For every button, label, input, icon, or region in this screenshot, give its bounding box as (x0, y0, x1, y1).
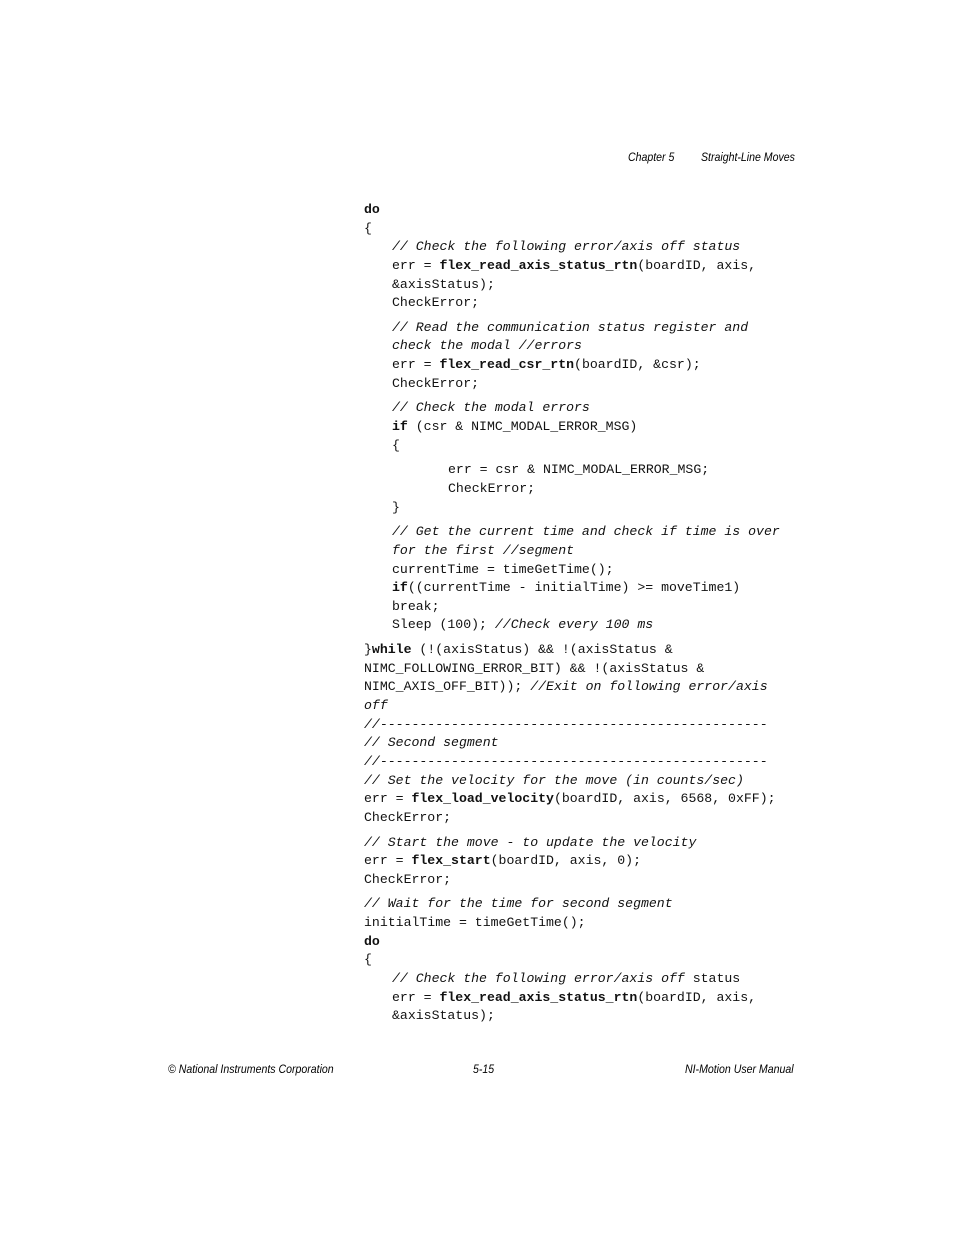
code-line (364, 660, 804, 679)
code-line (364, 319, 804, 338)
footer-manual-title: NI-Motion User Manual (685, 1062, 794, 1076)
code-text: initialTime = timeGetTime(); (364, 915, 586, 931)
code-keyword: flex_read_csr_rtn (439, 357, 575, 373)
code-line (364, 375, 804, 394)
code-text: CheckError; (392, 375, 480, 391)
code-comment: check the modal //errors (392, 338, 582, 354)
code-keyword: do (364, 202, 380, 217)
code-line (364, 579, 804, 598)
code-text: err = (392, 989, 440, 1005)
code-line (364, 734, 804, 753)
code-line (364, 951, 804, 970)
code-comment: off (364, 698, 388, 714)
code-text: (boardID, axis, 6568, 0xFF); (553, 791, 776, 807)
code-text: { (392, 437, 400, 453)
code-line (364, 1007, 804, 1026)
code-keyword: flex_read_axis_status_rtn (439, 989, 638, 1005)
code-line (364, 716, 804, 735)
code-line (364, 399, 804, 418)
code-line (364, 970, 804, 989)
code-text: CheckError; (364, 871, 452, 887)
footer-copyright: © National Instruments Corporation (168, 1062, 334, 1076)
code-text: Sleep (100); (392, 617, 495, 633)
code-keyword: if (392, 419, 408, 435)
code-line (364, 772, 804, 791)
code-text: (boardID, &csr); (574, 357, 701, 373)
code-line (364, 418, 804, 437)
code-line (364, 220, 804, 239)
code-keyword: flex_read_axis_status_rtn (439, 257, 638, 273)
code-line (364, 480, 804, 499)
code-keyword: if (392, 580, 408, 596)
code-line (364, 914, 804, 933)
code-keyword: flex_load_velocity (411, 791, 554, 807)
code-text: err = (364, 791, 412, 807)
code-text: &axisStatus); (392, 276, 495, 292)
code-comment: // Start the move - to update the velocity (364, 834, 697, 850)
code-comment: //------------------------------------------------- (364, 753, 768, 769)
code-line (364, 257, 804, 276)
code-comment: // Second segment (364, 735, 499, 751)
code-comment: // Check the modal errors (392, 400, 590, 416)
code-line (364, 753, 804, 772)
code-comment: // Check the following error/axis off status (392, 239, 741, 255)
code-line (364, 809, 804, 828)
code-text: err = (364, 853, 412, 869)
code-line (364, 895, 804, 914)
code-text: { (364, 220, 372, 236)
code-line (364, 561, 804, 580)
code-line (364, 678, 804, 697)
code-comment: //Check every 100 ms (494, 617, 654, 633)
code-text: err = (392, 357, 440, 373)
code-text: &axisStatus); (392, 1008, 495, 1024)
code-line (364, 276, 804, 295)
code-text: CheckError; (392, 295, 480, 311)
code-comment: // Get the current time and check if time is over (392, 524, 780, 540)
code-text: NIMC_AXIS_OFF_BIT)); (364, 679, 531, 695)
code-text: CheckError; (364, 809, 452, 825)
code-line (364, 790, 804, 809)
code-line (364, 499, 804, 518)
code-text: (csr & NIMC_MODAL_ERROR_MSG) (407, 419, 638, 435)
code-text: currentTime = timeGetTime(); (392, 561, 614, 577)
code-text: err = (392, 257, 440, 273)
footer-page-number: 5-15 (473, 1062, 495, 1076)
code-comment: // Check the following error/axis off (392, 970, 693, 986)
code-line (364, 641, 804, 660)
code-line (364, 933, 804, 952)
code-text: NIMC_FOLLOWING_ERROR_BIT) && !(axisStatus & (364, 660, 705, 676)
code-listing (364, 201, 804, 1026)
header-section-title: Straight-Line Moves (701, 150, 795, 164)
code-line (364, 542, 804, 561)
code-text: (boardID, axis, (637, 989, 757, 1005)
code-text: (!(axisStatus) && !(axisStatus & (411, 642, 673, 658)
code-comment: for the first //segment (392, 542, 575, 558)
code-keyword: do (364, 933, 380, 949)
code-line (364, 437, 804, 456)
header-chapter: Chapter 5 (628, 150, 675, 164)
code-line (364, 238, 804, 257)
code-comment: // Set the velocity for the move (in counts/sec) (364, 772, 744, 788)
code-keyword: while (371, 642, 412, 658)
code-comment: // Wait for the time for second segment (364, 896, 673, 912)
code-line (364, 523, 804, 542)
code-text: (boardID, axis, (637, 257, 757, 273)
code-text: err = csr & NIMC_MODAL_ERROR_MSG; (448, 462, 710, 478)
code-line (364, 834, 804, 853)
code-line (364, 598, 804, 617)
code-line (364, 852, 804, 871)
code-line (364, 356, 804, 375)
code-line (364, 201, 804, 220)
code-text: } (392, 499, 400, 515)
code-text: ((currentTime - initialTime) >= moveTime1) (407, 580, 741, 596)
code-line (364, 337, 804, 356)
code-comment: //Exit on following error/axis (530, 679, 768, 695)
code-comment: //------------------------------------------------- (364, 716, 768, 732)
code-line (364, 989, 804, 1008)
code-line (364, 871, 804, 890)
code-line (364, 616, 804, 635)
code-text: } (364, 642, 372, 658)
code-text: status (692, 970, 741, 986)
code-text: break; (392, 598, 440, 614)
code-line (364, 697, 804, 716)
code-keyword: flex_start (411, 853, 491, 869)
code-text: CheckError; (448, 480, 536, 496)
code-line (364, 294, 804, 313)
code-text: { (364, 952, 372, 968)
code-comment: // Read the communication status register and (392, 319, 749, 335)
code-text: (boardID, axis, 0); (490, 853, 641, 869)
code-line (364, 461, 804, 480)
